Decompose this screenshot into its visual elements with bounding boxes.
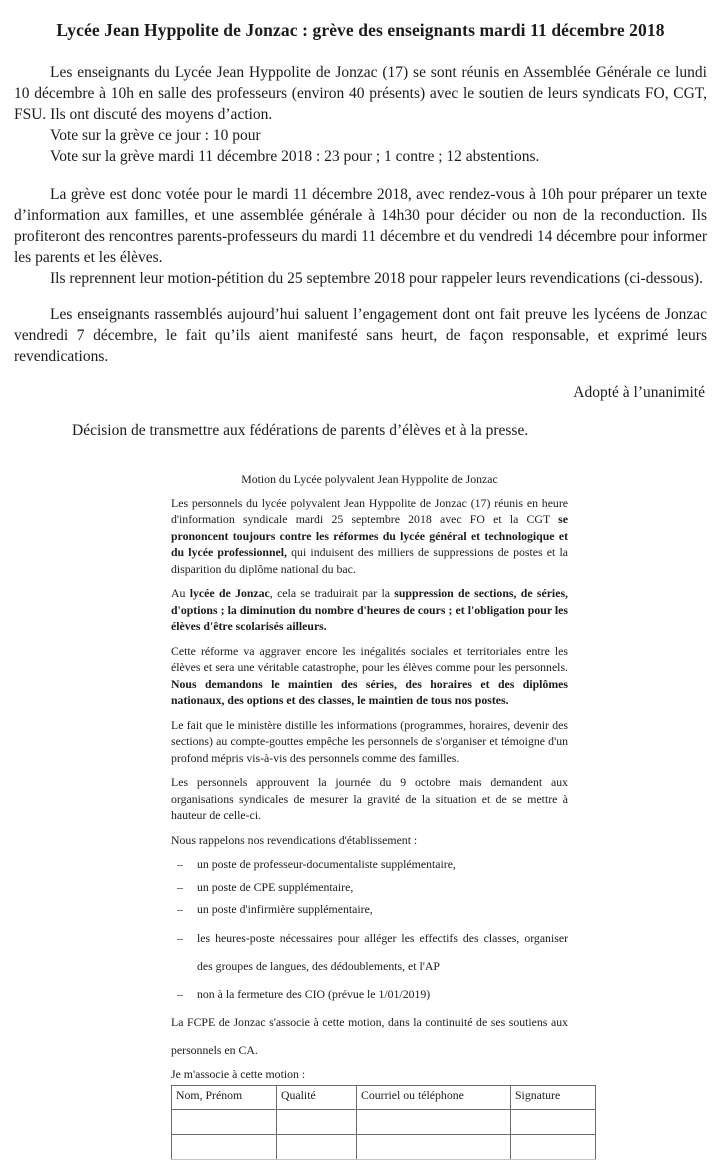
- table-empty-cell: [511, 1109, 596, 1134]
- table-empty-cell: [277, 1134, 357, 1159]
- announcement-section: [14, 62, 707, 441]
- demand-item: – non à la fermeture des CIO (prévue le 1/01/2019): [171, 986, 568, 1003]
- fcpe-paragraph: La FCPE de Jonzac s'associe à cette motion, dans la continuité de ses soutiens aux personnels en CA.: [171, 1015, 568, 1057]
- demand-item: – les heures-poste nécessaires pour alléger les effectifs des classes, organiser des groupes de langues, des dédoublements, et l'AP: [171, 924, 568, 980]
- vote-line-today: Vote sur la grève ce jour : 10 pour: [50, 127, 261, 144]
- paragraph-assembly: Les enseignants du Lycée Jean Hyppolite de Jonzac (17) se sont réunis en Assemblée Générale ce lundi 10 décembre à 10h en salle des professeurs (environ 40 présents) avec le soutien de leurs syndicats FO, CGT, FSU. Ils ont discuté des moyens d’action.: [14, 64, 707, 123]
- table-empty-row: [172, 1134, 596, 1159]
- table-empty-cell: [277, 1109, 357, 1134]
- table-header-row: [172, 1085, 596, 1109]
- motion-title: Motion du Lycée polyvalent Jean Hyppolite de Jonzac: [241, 472, 498, 486]
- table-empty-cell: [357, 1109, 511, 1134]
- vote-line-strike: Vote sur la grève mardi 11 décembre 2018 : 23 pour ; 1 contre ; 12 abstentions.: [50, 148, 540, 165]
- table-empty-cell: [511, 1134, 596, 1159]
- table-empty-row: [172, 1109, 596, 1134]
- paragraph-students: Les enseignants rassemblés aujourd’hui saluent l’engagement dont ont fait preuve les lycéens de Jonzac vendredi 7 décembre, le fait qu’ils aient manifesté sans heurt, de façon responsable, et exprimé leurs revendications.: [14, 306, 707, 365]
- paragraph-strike-voted: La grève est donc votée pour le mardi 11 décembre 2018, avec rendez-vous à 10h pour préparer un texte d’information aux familles, et une assemblée générale à 14h30 pour décider ou non de la reconduction. Ils profiteront des rencontres parents-professeurs du mardi 11 décembre et du vendredi 14 décembre pour informer les parents et les élèves.: [14, 186, 707, 266]
- demand-item: – un poste d'infirmière supplémentaire,: [171, 901, 568, 918]
- motion-section: [171, 471, 568, 1160]
- table-empty-cell: [357, 1134, 511, 1159]
- page-title: Lycée Jean Hyppolite de Jonzac : grève des enseignants mardi 11 décembre 2018: [56, 20, 665, 40]
- demand-item: – un poste de professeur-documentaliste supplémentaire,: [171, 856, 568, 873]
- signature-table: [171, 1085, 596, 1160]
- motion-paragraph-1: Les personnels du lycée polyvalent Jean Hyppolite de Jonzac (17) réunis en heure d'information syndicale mardi 25 septembre 2018 avec FO et la CGT se prononcent toujours contre les réformes du lycée général et technologique et du lycée professionnel, qui induisent des milliers de suppressions de postes et la disparition du diplôme national du bac.: [171, 495, 568, 576]
- motion-paragraph-2: Au lycée de Jonzac, cela se traduirait par la suppression de sections, de séries, d'options ; la diminution du nombre d'heures de cours ; et l'obligation pour les élèves d'être scolarisés ailleurs.: [171, 586, 568, 633]
- table-header-name: Nom, Prénom: [172, 1085, 277, 1109]
- demands-list: [171, 856, 568, 1002]
- table-empty-cell: [172, 1109, 277, 1134]
- motion-paragraph-4: Le fait que le ministère distille les informations (programmes, horaires, devenir des sections) au compte-gouttes empêche les personnels de s'organiser et témoigne d'un profond mépris vis-à-vis des personnels comme des familles.: [171, 717, 568, 765]
- table-header-contact: Courriel ou téléphone: [357, 1085, 511, 1109]
- motion-paragraph-5: Les personnels approuvent la journée du 9 octobre mais demandent aux organisations syndicales de mesurer la gravité de la situation et de se mettre à hauteur de celle-ci.: [171, 775, 568, 822]
- paragraph-motion-petition: Ils reprennent leur motion-pétition du 25 septembre 2018 pour rappeler leurs revendications (ci-dessous).: [50, 270, 703, 287]
- signup-line: Je m'associe à cette motion :: [171, 1067, 306, 1081]
- demand-item: – un poste de CPE supplémentaire,: [171, 879, 568, 896]
- table-header-quality: Qualité: [277, 1085, 357, 1109]
- motion-paragraph-3: Cette réforme va aggraver encore les inégalités sociales et territoriales entre les élèves et sera une véritable catastrophe, pour les élèves comme pour les personnels. Nous demandons le maintien des séries, des horaires et des diplômes nationaux, des options et des classes, le maintien de tous nos postes.: [171, 643, 568, 707]
- motion-demands-intro: Nous rappelons nos revendications d'établissement :: [171, 832, 418, 847]
- table-empty-cell: [172, 1134, 277, 1159]
- table-header-signature: Signature: [511, 1085, 596, 1109]
- decision-line: Décision de transmettre aux fédérations de parents d’élèves et à la presse.: [72, 422, 529, 439]
- adopted-line: Adopté à l’unanimité: [573, 384, 705, 401]
